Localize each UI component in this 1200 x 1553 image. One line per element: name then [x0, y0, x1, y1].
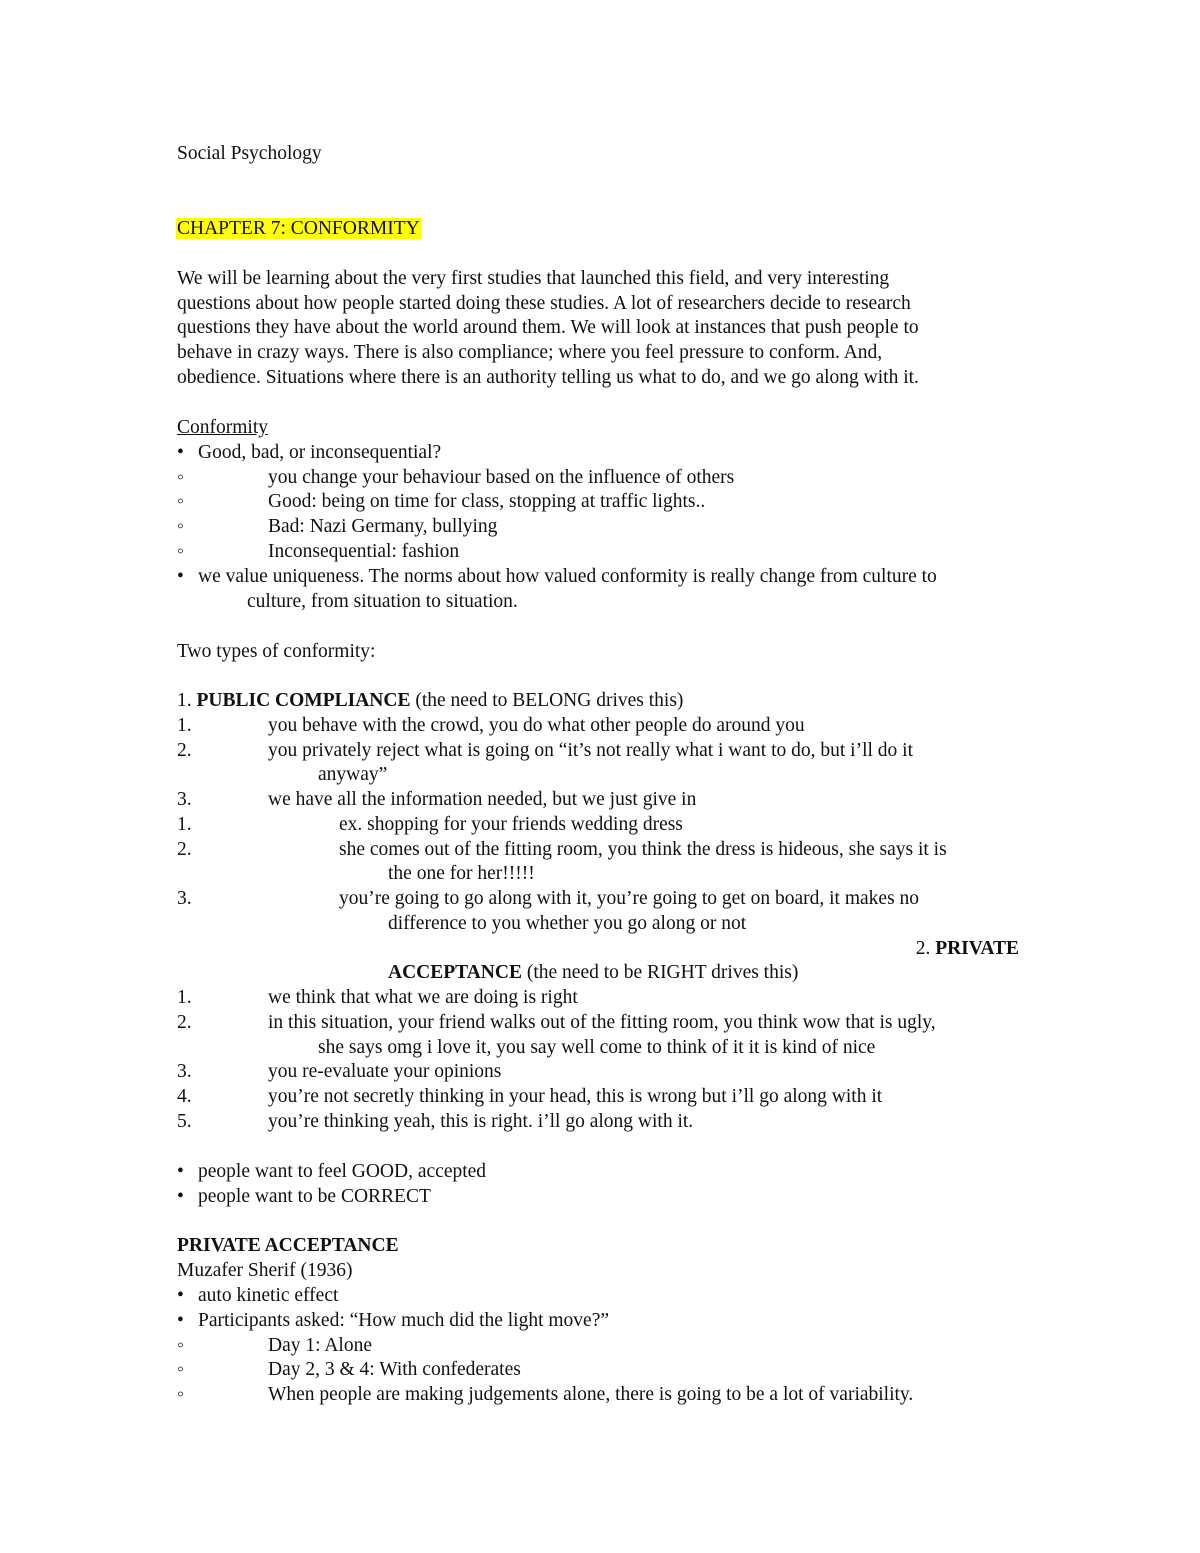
list-item: in this situation, your friend walks out of the fitting room, you think wow that is ugly,	[268, 1012, 936, 1033]
bullet-icon: •	[177, 1161, 184, 1182]
sub-bullet-icon: ◦	[177, 1359, 184, 1380]
conformity-heading: Conformity	[177, 417, 268, 438]
heading-number: 2.	[915, 938, 931, 959]
chapter-heading	[176, 217, 421, 242]
heading-rest: (the need to be RIGHT drives this)	[526, 962, 799, 983]
heading-bold: PRIVATE	[935, 938, 1019, 959]
private-acceptance-heading-end	[388, 961, 798, 986]
sub-bullet-icon: ◦	[177, 516, 184, 537]
list-item: we think that what we are doing is right	[268, 987, 578, 1008]
list-item: she comes out of the fitting room, you think the dress is hideous, she says it is	[339, 839, 947, 860]
list-item-continuation: anyway”	[318, 764, 388, 785]
list-item: Good: being on time for class, stopping at traffic lights..	[268, 491, 706, 512]
private-acceptance-heading-start	[916, 937, 1019, 962]
heading-bold: PUBLIC COMPLIANCE	[196, 690, 411, 711]
list-number: 4.	[177, 1086, 192, 1107]
private-acceptance-section-heading	[177, 1234, 399, 1259]
list-number: 3.	[177, 1061, 192, 1082]
researcher-name: Muzafer Sherif (1936)	[177, 1260, 353, 1281]
list-number: 3.	[177, 789, 192, 810]
list-item: we value uniqueness. The norms about how valued conformity is really change from culture to	[198, 566, 937, 587]
two-types-label: Two types of conformity:	[177, 641, 376, 662]
heading-rest: (the need to BELONG drives this)	[415, 690, 684, 711]
list-item: you behave with the crowd, you do what other people do around you	[268, 715, 805, 736]
list-item: Good, bad, or inconsequential?	[198, 442, 442, 463]
list-number: 1.	[177, 987, 192, 1008]
bullet-icon: •	[177, 1285, 184, 1306]
intro-line: obedience. Situations where there is an authority telling us what to do, and we go along with it.	[177, 367, 919, 388]
list-item: Inconsequential: fashion	[268, 541, 460, 562]
list-item: we have all the information needed, but we just give in	[268, 789, 697, 810]
list-item: you’re going to go along with it, you’re going to get on board, it makes no	[339, 888, 920, 909]
list-item: auto kinetic effect	[198, 1285, 339, 1306]
sub-bullet-icon: ◦	[177, 491, 184, 512]
list-item-continuation: culture, from situation to situation.	[247, 591, 518, 612]
bullet-icon: •	[177, 1186, 184, 1207]
list-number: 2.	[177, 740, 192, 761]
heading-bold: ACCEPTANCE	[388, 962, 522, 983]
intro-line: behave in crazy ways. There is also compliance; where you feel pressure to conform. And,	[177, 342, 883, 363]
list-number: 5.	[177, 1111, 192, 1132]
list-item: Day 2, 3 & 4: With confederates	[268, 1359, 521, 1380]
sub-bullet-icon: ◦	[177, 1384, 184, 1405]
list-item: Bad: Nazi Germany, bullying	[268, 516, 498, 537]
list-number: 1.	[177, 814, 192, 835]
list-item: you’re thinking yeah, this is right. i’ll go along with it.	[268, 1111, 694, 1132]
list-number: 1.	[177, 715, 192, 736]
document-title: Social Psychology	[177, 143, 322, 164]
sub-bullet-icon: ◦	[177, 467, 184, 488]
list-item: When people are making judgements alone, there is going to be a lot of variability.	[268, 1384, 914, 1405]
list-item: you privately reject what is going on “it’s not really what i want to do, but i’ll do it	[268, 740, 914, 761]
list-item-continuation: she says omg i love it, you say well come to think of it it is kind of nice	[318, 1037, 876, 1058]
list-item: you re-evaluate your opinions	[268, 1061, 502, 1082]
list-number: 2.	[177, 1012, 192, 1033]
sub-bullet-icon: ◦	[177, 541, 184, 562]
chapter-heading-text: CHAPTER 7: CONFORMITY	[177, 218, 420, 239]
heading-bold: PRIVATE ACCEPTANCE	[177, 1235, 399, 1256]
list-item: you’re not secretly thinking in your head, this is wrong but i’ll go along with it	[268, 1086, 883, 1107]
intro-line: questions they have about the world around them. We will look at instances that push people to	[177, 317, 919, 338]
list-item-continuation: the one for her!!!!!	[388, 863, 535, 884]
bullet-icon: •	[177, 442, 184, 463]
list-item-continuation: difference to you whether you go along or not	[388, 913, 747, 934]
bullet-icon: •	[177, 1310, 184, 1331]
list-item: ex. shopping for your friends wedding dress	[339, 814, 683, 835]
list-item: you change your behaviour based on the influence of others	[268, 467, 735, 488]
list-item: Participants asked: “How much did the light move?”	[198, 1310, 610, 1331]
list-item: people want to feel GOOD, accepted	[198, 1161, 487, 1182]
list-number: 3.	[177, 888, 192, 909]
list-item: Day 1: Alone	[268, 1335, 372, 1356]
heading-number: 1.	[177, 690, 192, 711]
list-item: people want to be CORRECT	[198, 1186, 431, 1207]
bullet-icon: •	[177, 566, 184, 587]
public-compliance-heading	[177, 689, 683, 714]
intro-line: We will be learning about the very first studies that launched this field, and very interesting	[177, 268, 890, 289]
sub-bullet-icon: ◦	[177, 1335, 184, 1356]
intro-line: questions about how people started doing these studies. A lot of researchers decide to research	[177, 293, 911, 314]
list-number: 2.	[177, 839, 192, 860]
